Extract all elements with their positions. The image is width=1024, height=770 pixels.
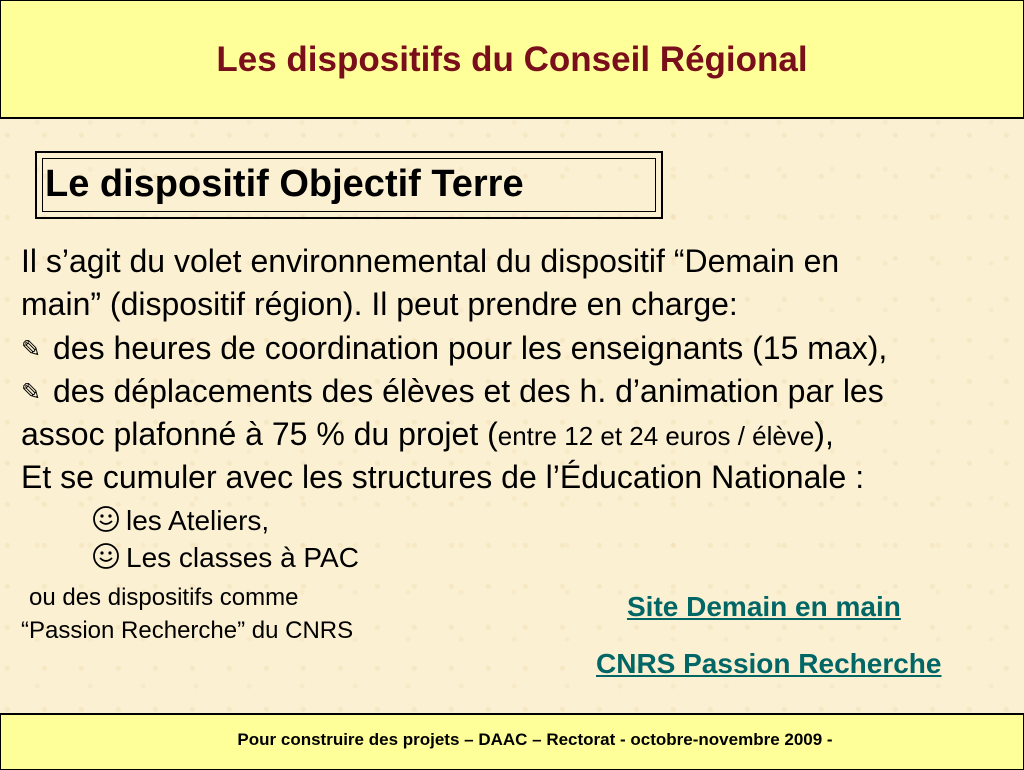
- bullet-text-coordination: des heures de coordination pour les enseignants (15 max),: [53, 330, 888, 366]
- link-site-demain-en-main[interactable]: Site Demain en main: [627, 591, 901, 622]
- section-title: Le dispositif Objectif Terre: [45, 163, 524, 205]
- body-line-5: [21, 416, 834, 453]
- body-line-6: Et se cumuler avec les structures de l’Éducation Nationale :: [21, 459, 865, 495]
- body-line-5-detail: entre 12 et 24 euros / élève: [497, 421, 815, 451]
- list-item: [92, 542, 359, 574]
- bullet-line-deplacements: [21, 373, 884, 410]
- body-line-5-end: ),: [814, 416, 834, 452]
- body-line-5-start: assoc plafonné à 75 % du projet (: [21, 416, 498, 452]
- bullet-line-coordination: [21, 330, 887, 367]
- body-line-1: Il s’agit du volet environnemental du dispositif “Demain en: [21, 243, 840, 279]
- footer-text: Pour construire des projets – DAAC – Rectorat - octobre-novembre 2009 -: [237, 730, 833, 749]
- smiley-icon: [92, 505, 120, 533]
- list-item-label: Les classes à PAC: [126, 542, 359, 573]
- smiley-icon: [92, 542, 120, 570]
- link-cnrs-passion-recherche[interactable]: CNRS Passion Recherche: [596, 648, 942, 679]
- note-line-2: “Passion Recherche” du CNRS: [21, 617, 354, 644]
- body-line-2: main” (dispositif région). Il peut prendre en charge:: [21, 286, 738, 322]
- slide-title: Les dispositifs du Conseil Régional: [216, 40, 808, 79]
- pencil-bullet-icon: ✎: [21, 336, 42, 363]
- pencil-bullet-icon: ✎: [21, 379, 42, 406]
- list-item: [92, 505, 269, 537]
- bullet-text-deplacements: des déplacements des élèves et des h. d’animation par les: [53, 373, 884, 409]
- list-item-label: les Ateliers,: [126, 505, 270, 536]
- note-line-1: ou des dispositifs comme: [29, 584, 299, 611]
